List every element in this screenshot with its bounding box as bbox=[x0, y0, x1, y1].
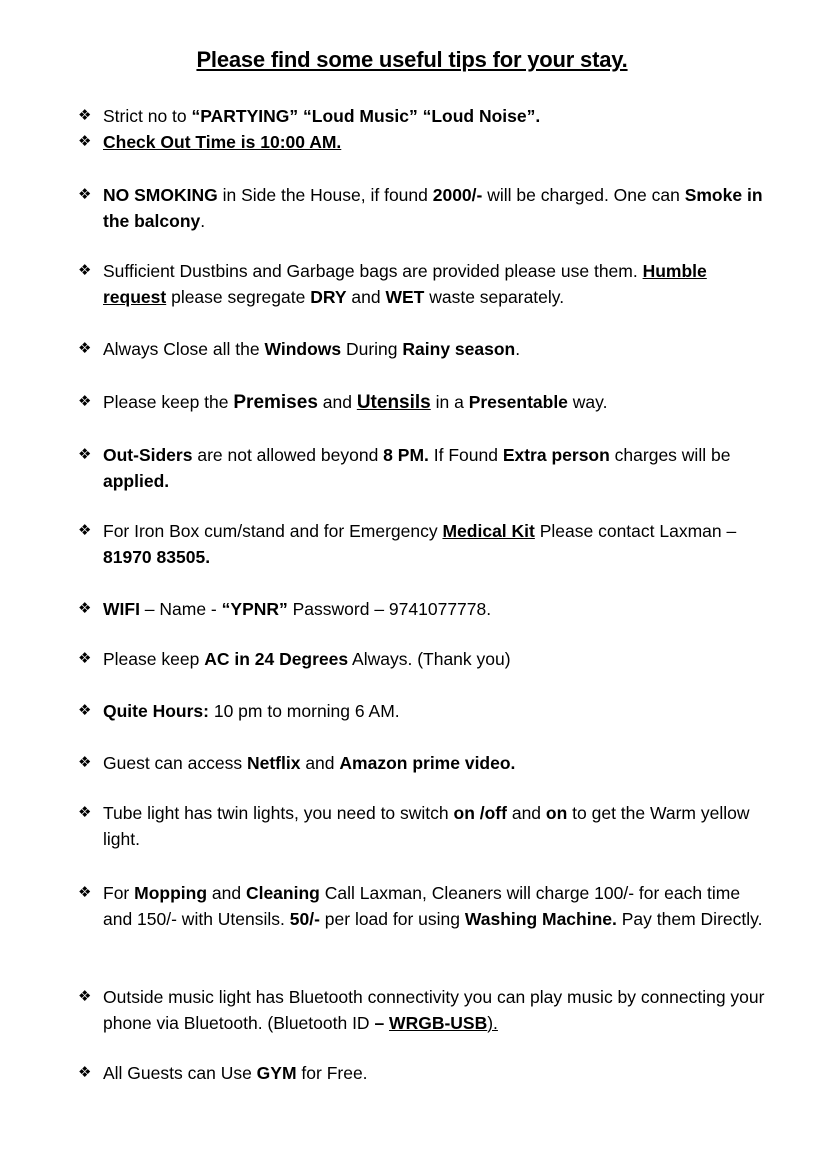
tip-no-smoking: ❖ NO SMOKING in Side the House, if found 2000/- will be charged. One can Smoke in the balcony. bbox=[78, 182, 768, 234]
diamond-bullet-icon: ❖ bbox=[78, 600, 92, 617]
diamond-bullet-icon: ❖ bbox=[78, 107, 92, 124]
tip-quiet-hours: ❖ Quite Hours: 10 pm to morning 6 AM. bbox=[78, 698, 768, 724]
tip-no-partying: ❖ Strict no to “PARTYING” “Loud Music” “Loud Noise”. bbox=[78, 103, 768, 129]
diamond-bullet-icon: ❖ bbox=[78, 1064, 92, 1081]
tip-bluetooth-music: ❖ Outside music light has Bluetooth connectivity you can play music by connecting your phone via Bluetooth. (Bluetooth ID – WRGB-USB). bbox=[78, 984, 768, 1036]
tip-iron-box: ❖ For Iron Box cum/stand and for Emergency Medical Kit Please contact Laxman – 81970 83505. bbox=[78, 518, 768, 570]
diamond-bullet-icon: ❖ bbox=[78, 393, 92, 410]
tip-wifi: ❖ WIFI – Name - “YPNR” Password – 9741077778. bbox=[78, 596, 768, 622]
diamond-bullet-icon: ❖ bbox=[78, 262, 92, 279]
diamond-bullet-icon: ❖ bbox=[78, 340, 92, 357]
diamond-bullet-icon: ❖ bbox=[78, 754, 92, 771]
diamond-bullet-icon: ❖ bbox=[78, 446, 92, 463]
diamond-bullet-icon: ❖ bbox=[78, 988, 92, 1005]
tip-close-windows: ❖ Always Close all the Windows During Rainy season. bbox=[78, 336, 768, 362]
diamond-bullet-icon: ❖ bbox=[78, 133, 92, 150]
tip-mopping-cleaning: ❖ For Mopping and Cleaning Call Laxman, Cleaners will charge 100/- for each time and 150/- with Utensils. 50/- per load for using Washing Machine. Pay them Directly. bbox=[78, 880, 768, 932]
tip-gym: ❖ All Guests can Use GYM for Free. bbox=[78, 1060, 768, 1086]
page-title: Please find some useful tips for your stay. bbox=[196, 47, 628, 72]
diamond-bullet-icon: ❖ bbox=[78, 522, 92, 539]
tip-ac-temperature: ❖ Please keep AC in 24 Degrees Always. (Thank you) bbox=[78, 646, 768, 672]
tip-tube-light: ❖ Tube light has twin lights, you need to switch on /off and on to get the Warm yellow light. bbox=[78, 800, 768, 852]
tip-streaming: ❖ Guest can access Netflix and Amazon prime video. bbox=[78, 750, 768, 776]
tip-outsiders: ❖ Out-Siders are not allowed beyond 8 PM. If Found Extra person charges will be applied. bbox=[78, 442, 768, 494]
tip-checkout-time: ❖ Check Out Time is 10:00 AM. bbox=[78, 129, 768, 155]
diamond-bullet-icon: ❖ bbox=[78, 702, 92, 719]
diamond-bullet-icon: ❖ bbox=[78, 804, 92, 821]
tip-dustbins: ❖ Sufficient Dustbins and Garbage bags are provided please use them. Humble request please segregate DRY and WET waste separately. bbox=[78, 258, 768, 310]
diamond-bullet-icon: ❖ bbox=[78, 884, 92, 901]
diamond-bullet-icon: ❖ bbox=[78, 186, 92, 203]
tip-premises: ❖ Please keep the Premises and Utensils in a Presentable way. bbox=[78, 389, 768, 416]
diamond-bullet-icon: ❖ bbox=[78, 650, 92, 667]
